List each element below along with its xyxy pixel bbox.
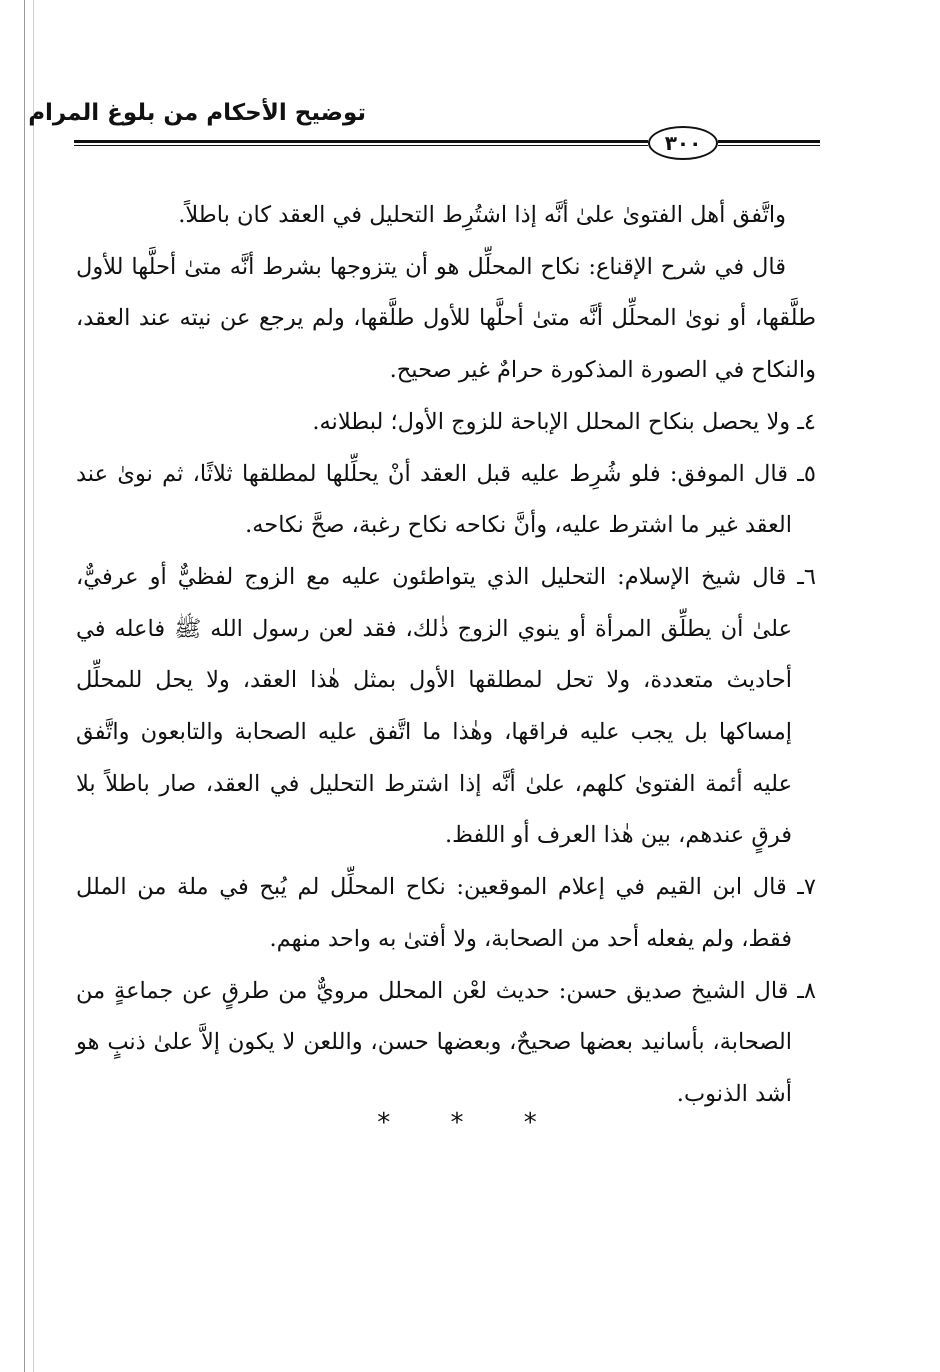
section-separator: * * * <box>377 1108 563 1138</box>
header-rule-right <box>718 140 820 146</box>
paragraph-item-6: ٦ـ قال شيخ الإسلام: التحليل الذي يتواطئون عليه مع الزوج لفظيٌّ أو عرفيٌّ، علىٰ أن يطلِّق المرأة أو ينوي الزوج ذٰلك، فقد لعن رسول الله ﷺ فاعله في أحاديث متعددة، ولا تحل لمطلقها الأول بمثل هٰذا العقد، ولا يحل للمحلِّل إمساكها بل يجب عليه فراقها، وهٰذا ما اتَّفق عليه الصحابة والتابعون واتَّفق عليه أئمة الفتوىٰ كلهم، علىٰ أنَّه إذا اشترط التحليل في العقد، صار باطلاً بلا فرقٍ عندهم، بين هٰذا العرف أو اللفظ. <box>76 563 816 849</box>
body-text <box>76 190 816 1121</box>
scan-edge-line-inner <box>33 0 34 1372</box>
paragraph-intro: واتَّفق أهل الفتوىٰ علىٰ أنَّه إذا اشتُرِط التحليل في العقد كان باطلاً. <box>178 202 786 228</box>
book-title: توضيح الأحكام من بلوغ المرام <box>28 100 366 126</box>
scan-edge-line <box>24 0 25 1372</box>
header-rule-left <box>74 140 648 146</box>
paragraph-item-5: ٥ـ قال الموفق: فلو شُرِط عليه قبل العقد أنْ يحلِّلها لمطلقها ثلاثًا، ثم نوىٰ عند العقد غير ما اشترط عليه، وأنَّ نكاحه نكاح رغبة، صحَّ نكاحه. <box>76 460 816 539</box>
page-number: ٣٠٠ <box>648 126 718 160</box>
paragraph-item-7: ٧ـ قال ابن القيم في إعلام الموقعين: نكاح المحلِّل لم يُبح في ملة من الملل فقط، ولم يفعله أحد من الصحابة، ولا أفتىٰ به واحد منهم. <box>76 874 816 952</box>
paragraph-iqna-quote: قال في شرح الإقناع: نكاح المحلِّل هو أن يتزوجها بشرط أنَّه متىٰ أحلَّها للأول طلَّقها، أو نوىٰ المحلِّل أنَّه متىٰ أحلَّها للأول طلَّقها، ولم يرجع عن نيته عند العقد، والنكاح في الصورة المذكورة حرامٌ غير صحيح. <box>76 253 816 384</box>
paragraph-item-4: ٤ـ ولا يحصل بنكاح المحلل الإباحة للزوج الأول؛ لبطلانه. <box>312 408 816 435</box>
paragraph-item-8: ٨ـ قال الشيخ صديق حسن: حديث لعْن المحلل مرويٌّ من طرقٍ عن جماعةٍ من الصحابة، بأسانيد بعضها صحيحٌ، وبعضها حسن، واللعن لا يكون إلاَّ علىٰ ذنبٍ هو أشد الذنوب. <box>76 977 816 1107</box>
